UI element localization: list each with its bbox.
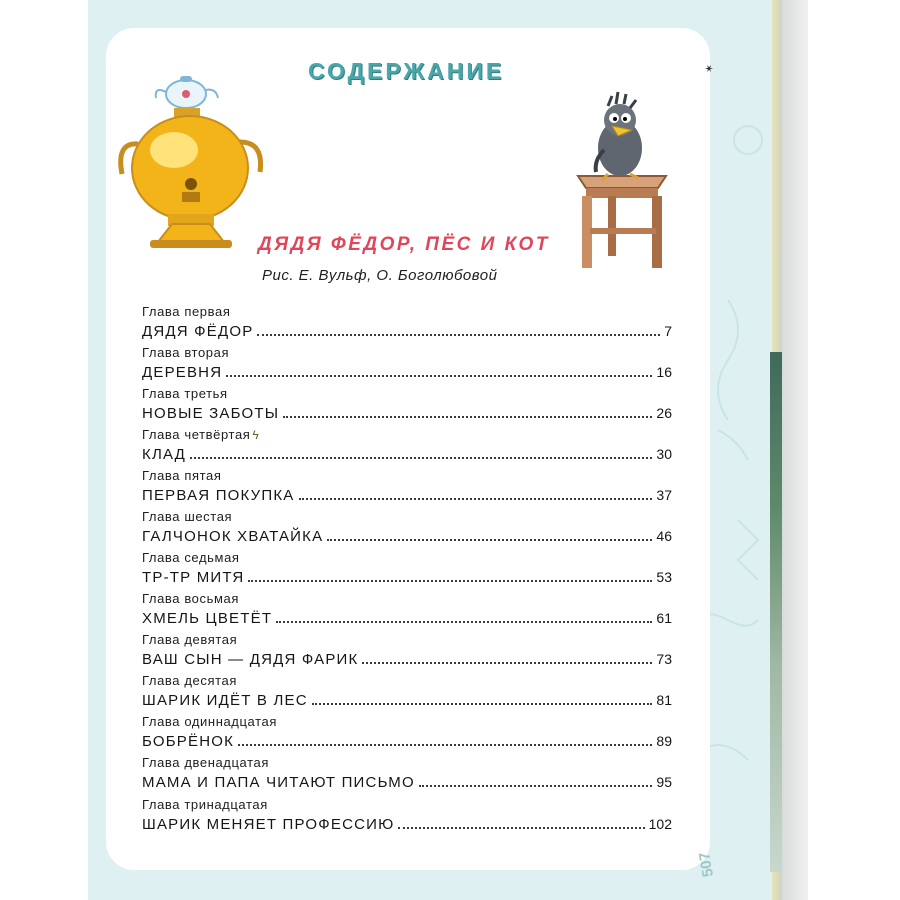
dot-leader [312, 691, 653, 705]
dot-leader [327, 527, 652, 541]
chapter-title: НОВЫЕ ЗАБОТЫ [142, 405, 280, 422]
dot-leader [276, 609, 652, 623]
chapter-title: ДЯДЯ ФЁДОР [142, 323, 254, 340]
chapter-label: Глава третья [142, 386, 228, 401]
dot-leader [299, 486, 653, 500]
chapter-page: 102 [648, 816, 672, 832]
chapter-label: Глава первая [142, 304, 231, 319]
chapter-label: Глава восьмая [142, 591, 239, 606]
chapter-label: Глава вторая [142, 345, 230, 360]
dot-leader [419, 773, 653, 787]
chapter-label: Глава десятая [142, 673, 237, 688]
chapter-label: Глава тринадцатая [142, 797, 268, 812]
chapter-page: 95 [656, 774, 672, 790]
book-cover-edge [782, 0, 808, 900]
chapter-label: Глава одиннадцатая [142, 714, 277, 729]
chapter-label: Глава седьмая [142, 550, 240, 565]
dot-leader [190, 445, 652, 459]
chapter-title: ДЕРЕВНЯ [142, 364, 223, 381]
next-page-illustration-edge [770, 352, 782, 872]
samovar-icon [110, 64, 270, 264]
dot-leader [226, 363, 652, 377]
chapter-title: ВАШ СЫН — ДЯДЯ ФАРИК [142, 651, 359, 668]
corner-mark: ✶ [702, 63, 715, 74]
chapter-title: ХМЕЛЬ ЦВЕТЁТ [142, 610, 273, 627]
chapter-title: ГАЛЧОНОК ХВАТАЙКА [142, 528, 324, 545]
chapter-page: 37 [656, 487, 672, 503]
crow-on-stool-icon [568, 88, 678, 278]
page-title: СОДЕРЖАНИЕ [308, 58, 505, 84]
chapter-title: ШАРИК МЕНЯЕТ ПРОФЕССИЮ [142, 816, 395, 833]
chapter-page: 7 [664, 323, 672, 339]
dot-leader [257, 322, 660, 336]
chapter-label: Глава четвёртая ϟ [142, 427, 260, 442]
chapter-page: 16 [656, 364, 672, 380]
dot-leader [283, 404, 652, 418]
page-number-folio: 507 [695, 850, 718, 879]
chapter-title: МАМА И ПАПА ЧИТАЮТ ПИСЬМО [142, 774, 415, 791]
illustrator-credits: Рис. Е. Вульф, О. Боголюбовой [262, 267, 498, 284]
dot-leader [398, 815, 644, 829]
chapter-title: ТР-ТР МИТЯ [142, 569, 245, 586]
chapter-title: КЛАД [142, 446, 187, 463]
chapter-page: 61 [656, 610, 672, 626]
chapter-title: БОБРЁНОК [142, 733, 235, 750]
chapter-page: 81 [656, 692, 672, 708]
dot-leader [238, 732, 652, 746]
chapter-label: Глава девятая [142, 632, 238, 647]
chapter-label: Глава двенадцатая [142, 755, 269, 770]
dot-leader [248, 568, 652, 582]
chapter-page: 53 [656, 569, 672, 585]
chapter-label: Глава шестая [142, 509, 233, 524]
chapter-page: 46 [656, 528, 672, 544]
book-title: ДЯДЯ ФЁДОР, ПЁС И КОТ [258, 234, 550, 255]
chapter-label: Глава пятая [142, 468, 222, 483]
chapter-title: ШАРИК ИДЁТ В ЛЕС [142, 692, 308, 709]
dot-leader [362, 650, 652, 664]
chapter-title: ПЕРВАЯ ПОКУПКА [142, 487, 295, 504]
chapter-page: 30 [656, 446, 672, 462]
pencil-mark: ϟ [252, 428, 260, 442]
chapter-page: 73 [656, 651, 672, 667]
chapter-page: 26 [656, 405, 672, 421]
chapter-page: 89 [656, 733, 672, 749]
